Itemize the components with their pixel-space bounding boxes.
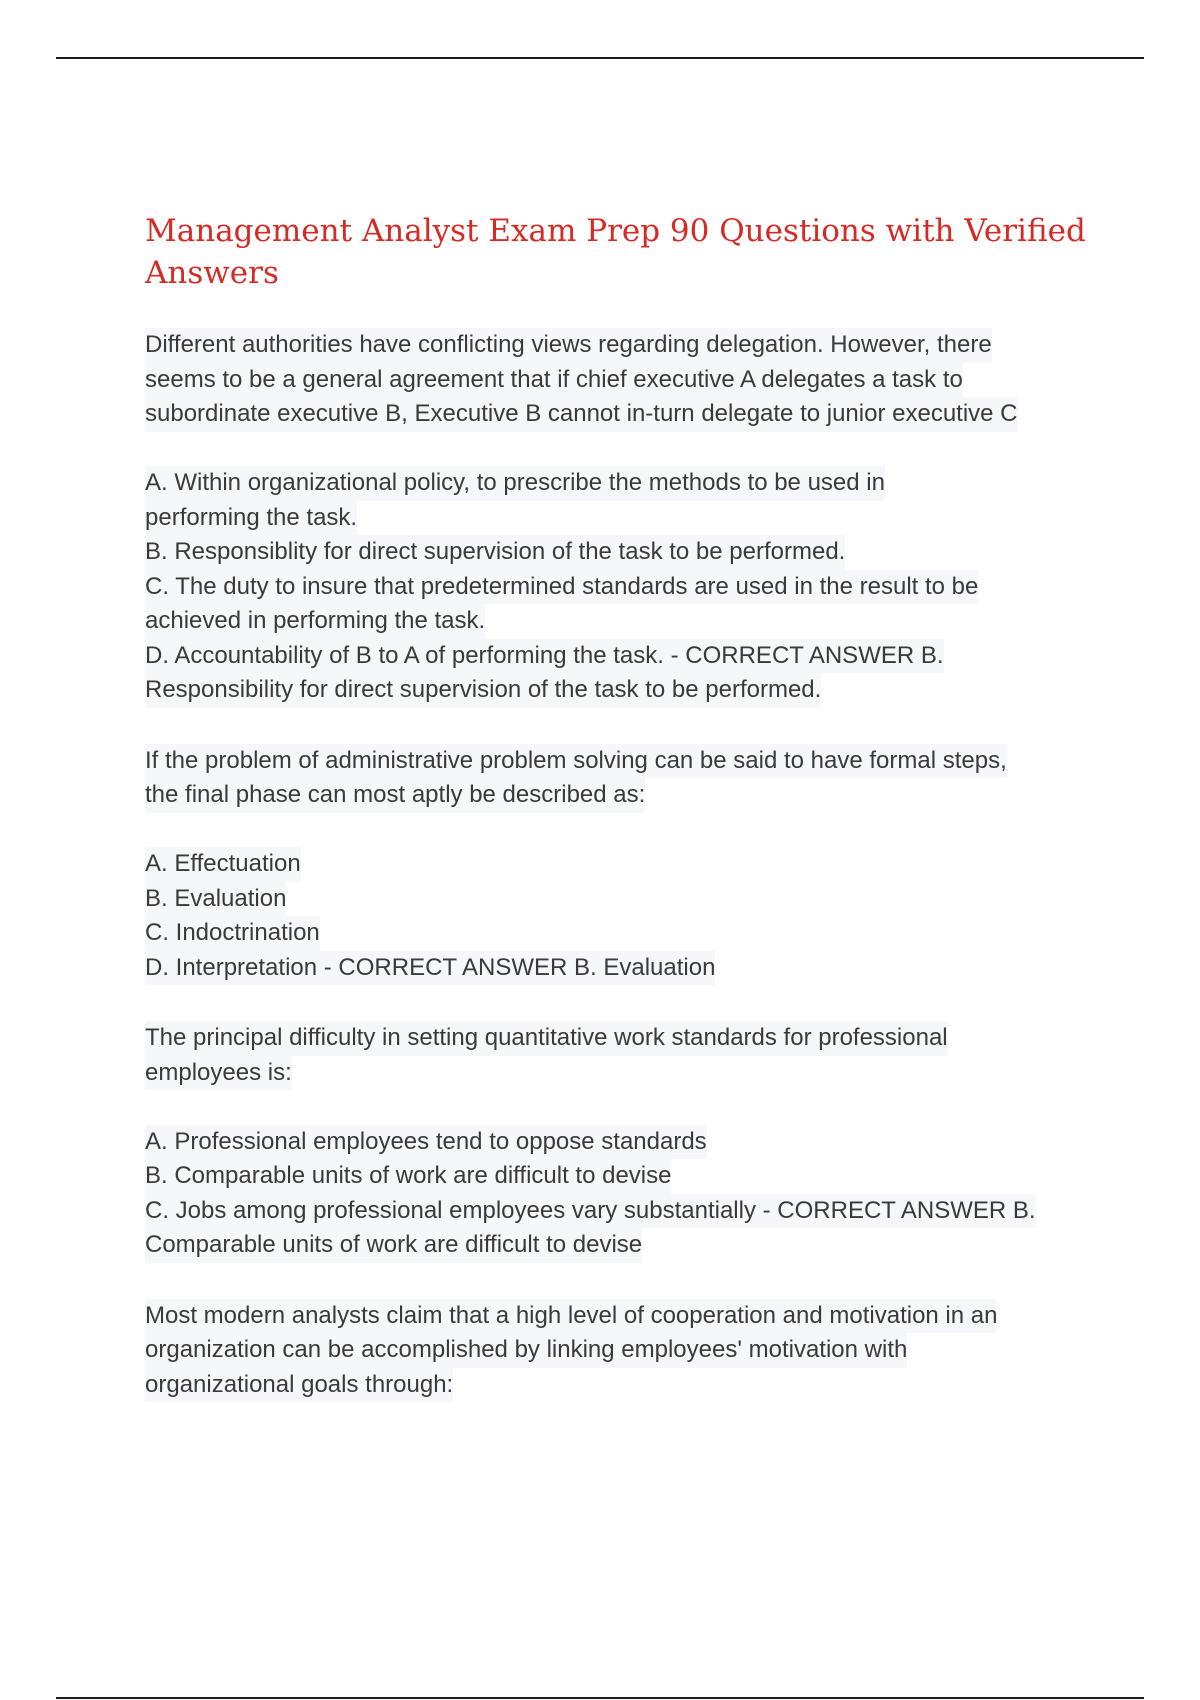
option-line: A. Within organizational policy, to prescribe the methods to be used in [145,466,885,501]
question-3-options [145,1125,1090,1263]
bottom-rule [56,1697,1144,1699]
option-line: Responsibility for direct supervision of the task to be performed. [145,673,821,708]
option-line: D. Interpretation - CORRECT ANSWER B. Evaluation [145,951,715,986]
prompt-line: subordinate executive B, Executive B cannot in-turn delegate to junior executive C [145,397,1018,432]
prompt-line: organization can be accomplished by linking employees' motivation with [145,1333,907,1368]
option-line: Comparable units of work are difficult to devise [145,1228,642,1263]
question-4-prompt [145,1299,1090,1403]
prompt-line: The principal difficulty in setting quantitative work standards for professional [145,1021,948,1056]
document-body [145,210,1090,1402]
option-line: B. Responsiblity for direct supervision of the task to be performed. [145,535,845,570]
prompt-line: employees is: [145,1056,292,1091]
option-line: achieved in performing the task. [145,604,485,639]
option-line: performing the task. [145,501,357,536]
option-line: B. Evaluation [145,882,286,917]
option-line: A. Effectuation [145,847,301,882]
prompt-line: seems to be a general agreement that if chief executive A delegates a task to [145,363,963,398]
option-line: C. Jobs among professional employees vary substantially - CORRECT ANSWER B. [145,1194,1036,1229]
option-line: B. Comparable units of work are difficult to devise [145,1159,671,1194]
top-rule [56,57,1144,59]
prompt-line: the final phase can most aptly be described as: [145,778,645,813]
document-title [145,210,1090,294]
title-line: Management Analyst Exam Prep 90 Questions with Verified [145,213,1086,249]
option-line: A. Professional employees tend to oppose standards [145,1125,707,1160]
question-2-options [145,847,1090,985]
prompt-line: Different authorities have conflicting views regarding delegation. However, there [145,328,992,363]
option-line: D. Accountability of B to A of performing the task. - CORRECT ANSWER B. [145,639,944,674]
option-line: C. Indoctrination [145,916,320,951]
prompt-line: Most modern analysts claim that a high level of cooperation and motivation in an [145,1299,997,1334]
question-1-options [145,466,1090,708]
question-3-prompt [145,1021,1090,1090]
question-2-prompt [145,744,1090,813]
title-line: Answers [145,255,279,291]
option-line: C. The duty to insure that predetermined standards are used in the result to be [145,570,978,605]
prompt-line: If the problem of administrative problem solving can be said to have formal steps, [145,744,1007,779]
question-1-prompt [145,328,1090,432]
prompt-line: organizational goals through: [145,1368,453,1403]
